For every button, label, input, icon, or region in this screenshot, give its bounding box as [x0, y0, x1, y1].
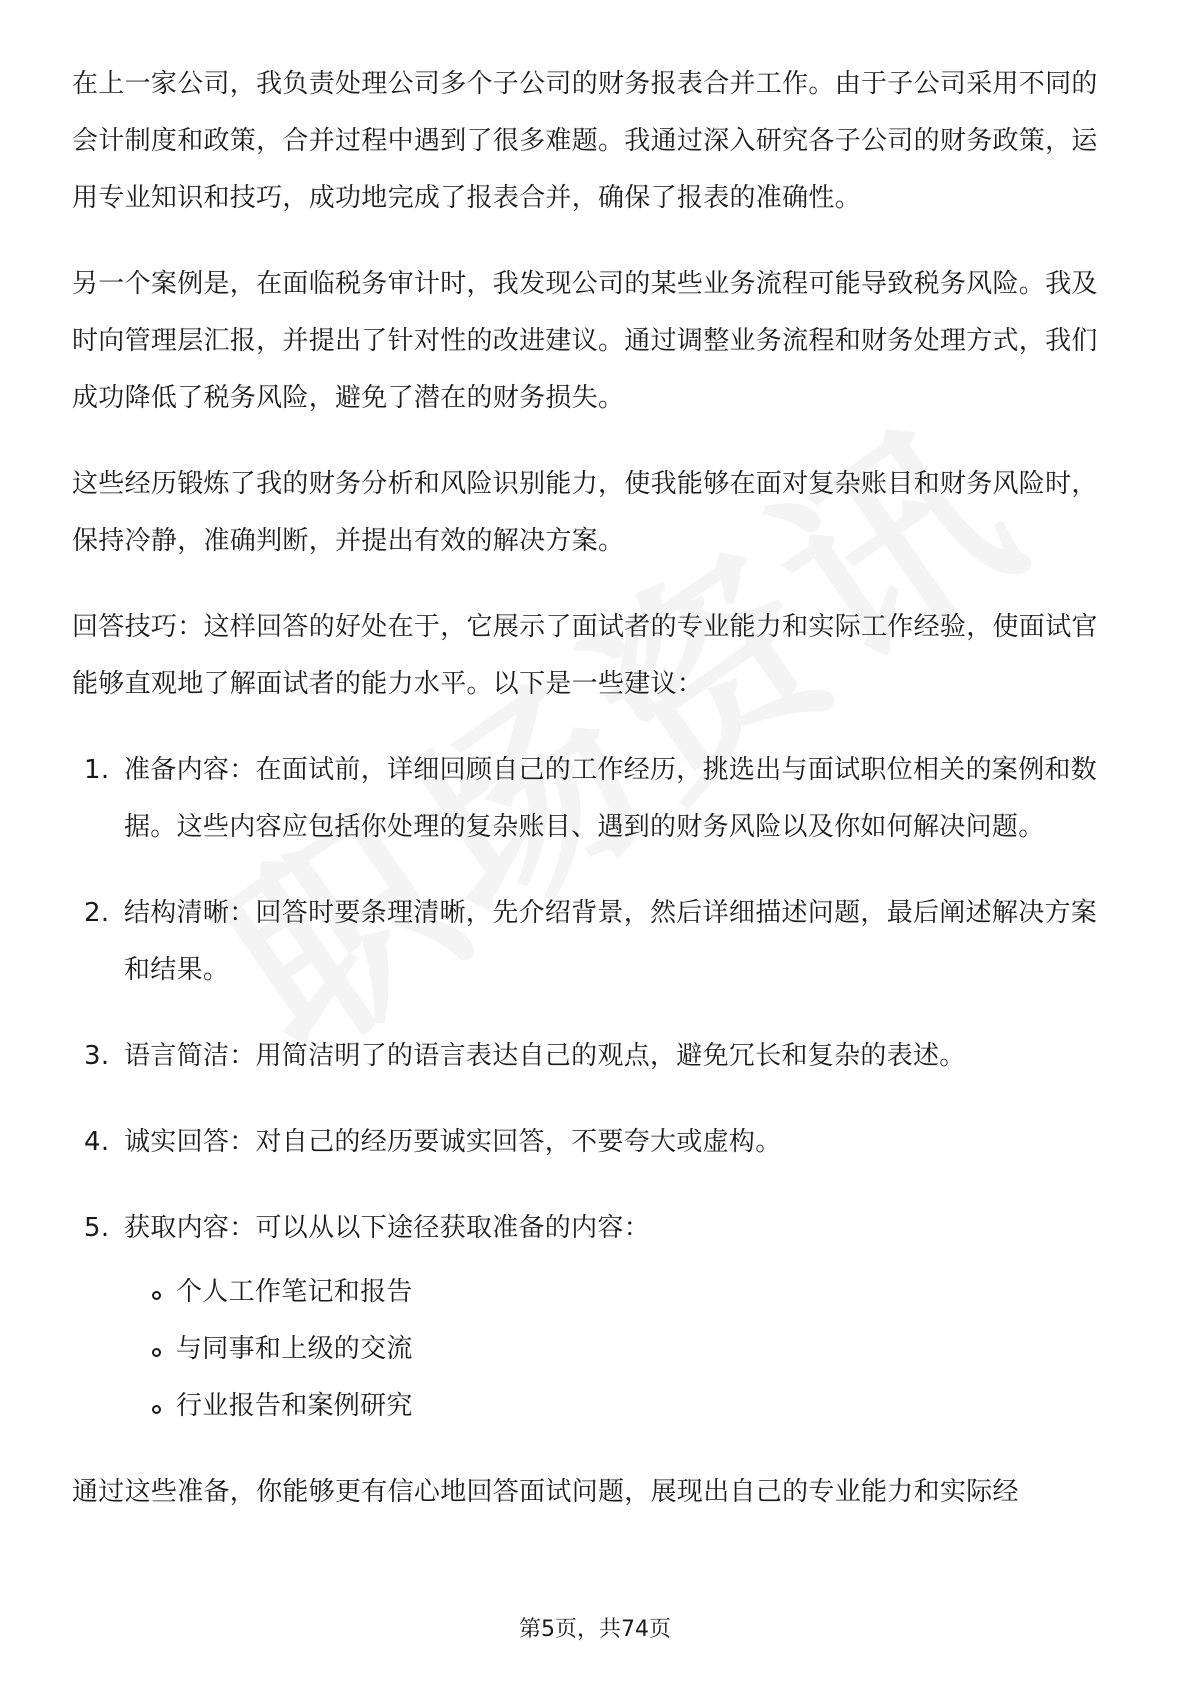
sub-list-item-text: 个人工作笔记和报告 — [176, 1277, 413, 1307]
list-number: 3. — [84, 1041, 110, 1071]
list-number: 2. — [84, 898, 110, 928]
sub-list-item — [72, 1264, 1118, 1321]
list-number: 5. — [84, 1213, 110, 1243]
sub-list-item — [72, 1321, 1118, 1378]
list-number: 1. — [84, 755, 110, 785]
paragraph-tax-case: 另一个案例是，在面临税务审计时，我发现公司的某些业务流程可能导致税务风险。我及时向管理层汇报，并提出了针对性的改进建议。通过调整业务流程和财务处理方式，我们成功降低了税务风险，避免了潜在的财务损失。 — [72, 269, 1098, 413]
list-item — [72, 1200, 1118, 1257]
sub-list-item-text: 行业报告和案例研究 — [176, 1391, 413, 1421]
list-item — [72, 742, 1118, 856]
list-item-text: 获取内容：可以从以下途径获取准备的内容： — [124, 1213, 651, 1243]
paragraph-summary: 这些经历锻炼了我的财务分析和风险识别能力，使我能够在面对复杂账目和财务风险时，保持冷静，准确判断，并提出有效的解决方案。 — [72, 469, 1098, 556]
paragraph-conclusion: 通过这些准备，你能够更有信心地回答面试问题，展现出自己的专业能力和实际经 — [72, 1477, 1019, 1507]
list-item-text: 诚实回答：对自己的经历要诚实回答，不要夸大或虚构。 — [124, 1127, 782, 1157]
list-number: 4. — [84, 1127, 110, 1157]
list-item — [72, 885, 1118, 999]
paragraph-answer-tips: 回答技巧：这样回答的好处在于，它展示了面试者的专业能力和实际工作经验，使面试官能够直观地了解面试者的能力水平。以下是一些建议： — [72, 612, 1098, 699]
circle-bullet-icon — [152, 1348, 161, 1357]
page-number-footer: 第5页，共74页 — [519, 1617, 671, 1642]
sub-list-item — [72, 1378, 1118, 1435]
paragraph-merge-case: 在上一家公司，我负责处理公司多个子公司的财务报表合并工作。由于子公司采用不同的会计制度和政策，合并过程中遇到了很多难题。我通过深入研究各子公司的财务政策，运用专业知识和技巧，成功地完成了报表合并，确保了报表的准确性。 — [72, 69, 1098, 213]
sub-list-item-text: 与同事和上级的交流 — [176, 1334, 413, 1364]
circle-bullet-icon — [152, 1291, 161, 1300]
list-item — [72, 1028, 1118, 1085]
sources-list — [72, 1264, 1118, 1435]
list-item-text: 结构清晰：回答时要条理清晰，先介绍背景，然后详细描述问题，最后阐述解决方案和结果。 — [124, 898, 1098, 985]
list-item — [72, 1114, 1118, 1171]
tips-list — [72, 742, 1118, 1257]
list-item-text: 准备内容：在面试前，详细回顾自己的工作经历，挑选出与面试职位相关的案例和数据。这些内容应包括你处理的复杂账目、遇到的财务风险以及你如何解决问题。 — [124, 755, 1098, 842]
list-item-text: 语言简洁：用简洁明了的语言表达自己的观点，避免冗长和复杂的表述。 — [124, 1041, 966, 1071]
circle-bullet-icon — [152, 1405, 161, 1414]
document-page — [72, 56, 1118, 1550]
